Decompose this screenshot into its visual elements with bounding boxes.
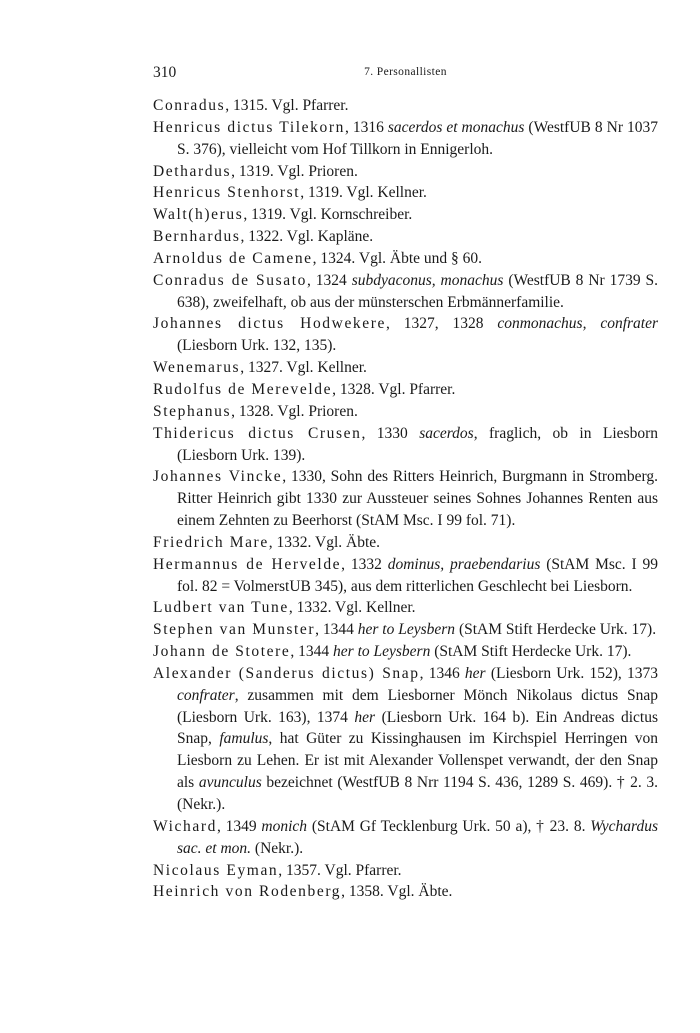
entry-name: Nicolaus Eyman	[153, 861, 279, 879]
entry-italic-term: confrater	[177, 686, 235, 704]
running-title: 7. Personallisten	[364, 66, 447, 78]
entry-text: , 1324	[307, 271, 352, 289]
entry-text: , fraglich, ob in Liesborn (Liesborn Urk. 139).	[177, 424, 658, 464]
list-item	[153, 226, 658, 248]
list-item	[153, 860, 658, 882]
entry-italic-term: conmonachus, confrater	[497, 315, 658, 333]
entry-text: (StAM Gf Tecklenburg Urk. 50 a), † 23. 8.	[307, 817, 591, 835]
entry-text: , 1319. Vgl. Kornschreiber.	[243, 206, 413, 224]
list-item	[153, 401, 658, 423]
entry-text: , 1324. Vgl. Äbte und § 60.	[312, 249, 483, 267]
entry-list	[153, 95, 658, 903]
entry-text: bezeichnet (WestfUB 8 Nrr 1194 S. 436, 1289 S. 469). † 2. 3. (Nekr.).	[177, 774, 658, 813]
entry-name: Henricus Stenhorst	[153, 184, 301, 202]
entry-italic-term: sacerdos et monachus	[387, 118, 525, 136]
list-item	[153, 597, 658, 619]
entry-text: (StAM Stift Herdecke Urk. 17).	[455, 621, 657, 639]
entry-name: Dethardus	[153, 162, 232, 180]
entry-text: (WestfUB 8 Nr 1739 S. 638), zweifelhaft, ob aus der münsterschen Erbmännerfamilie.	[177, 271, 658, 311]
list-item	[153, 117, 658, 161]
entry-italic-term: her to Leysbern	[357, 621, 456, 639]
entry-name: Stephen van Munster	[153, 621, 316, 639]
list-item	[153, 204, 658, 226]
list-item	[153, 619, 658, 641]
list-item	[153, 423, 658, 467]
list-item	[153, 881, 658, 903]
entry-text: (WestfUB 8 Nr 1037 S. 376), vielleicht vom Hof Tillkorn in Ennigerloh.	[177, 118, 658, 158]
entry-text: , 1332. Vgl. Äbte.	[268, 533, 381, 551]
entry-name: Alexander (Sanderus dictus) Snap	[153, 664, 420, 682]
entry-text: (Liesborn Urk. 152), 1373	[485, 664, 659, 682]
entry-italic-term: dominus, praebendarius	[387, 555, 541, 573]
entry-text: (StAM Msc. I 99 fol. 82 = VolmerstUB 345), aus dem ritterlichen Geschlecht bei Liesborn.	[177, 555, 658, 595]
entry-text: , 1330	[361, 424, 420, 442]
list-item	[153, 379, 658, 401]
list-item	[153, 95, 658, 117]
list-item	[153, 161, 658, 183]
entry-name: Johann de Stotere	[153, 643, 291, 661]
entry-name: Hermannus de Hervelde	[153, 555, 342, 573]
page-number: 310	[153, 64, 177, 81]
entry-italic-term: sacerdos	[419, 424, 474, 442]
list-item	[153, 182, 658, 204]
entry-italic-term: famulus	[219, 730, 269, 748]
list-item	[153, 357, 658, 379]
page-header	[153, 64, 658, 84]
list-item	[153, 313, 658, 357]
list-item	[153, 554, 658, 598]
list-item	[153, 466, 658, 532]
entry-text: , 1327, 1328	[386, 315, 498, 333]
entry-text: , 1315. Vgl. Pfarrer.	[225, 97, 349, 114]
entry-name: Thidericus dictus Crusen	[153, 424, 362, 442]
entry-name: Walt(h)erus	[153, 206, 244, 224]
entry-name: Conradus de Susato	[153, 271, 307, 289]
entry-text: , 1332. Vgl. Kellner.	[288, 599, 416, 617]
entry-text: , 1330, Sohn des Ritters Heinrich, Burgmann in Stromberg. Ritter Heinrich gibt 1330 zur Aussteuer seines Sohnes Johannes Renten aus einem Zehnten zu Beerhorst (StAM Msc. I 99 fol. 71).	[177, 468, 658, 530]
entry-text: (Nekr.).	[251, 839, 304, 857]
entry-name: Bernhardus	[153, 228, 241, 246]
entry-name: Ludbert van Tune	[153, 599, 289, 617]
entry-text: , 1319. Vgl. Prioren.	[231, 162, 358, 180]
entry-name: Stephanus	[153, 402, 232, 420]
list-item	[153, 663, 658, 816]
entry-name: Heinrich von Rodenberg	[153, 883, 342, 901]
entry-name: Conradus	[153, 97, 226, 114]
entry-italic-term: monich	[261, 817, 308, 835]
entry-text: , 1327. Vgl. Kellner.	[240, 359, 367, 377]
entry-name: Wenemarus	[153, 359, 241, 377]
entry-text: , zusammen mit dem Liesborner Mönch Nikolaus dictus Snap (Liesborn Urk. 163), 1374	[177, 686, 658, 726]
entry-name: Arnoldus de Camene	[153, 249, 313, 267]
entry-text: (StAM Stift Herdecke Urk. 17).	[430, 643, 632, 661]
entry-name: Wichard	[153, 817, 217, 835]
entry-italic-term: avunculus	[198, 774, 262, 792]
entry-text: , 1346	[419, 664, 465, 682]
list-item	[153, 641, 658, 663]
list-item	[153, 270, 658, 314]
entry-text: (Liesborn Urk. 132, 135).	[177, 337, 337, 355]
entry-text: , 1322. Vgl. Kapläne.	[240, 228, 374, 246]
list-item	[153, 816, 658, 860]
entry-text: , 1344	[290, 643, 334, 661]
entry-text: , 1328. Vgl. Prioren.	[231, 402, 358, 420]
entry-text: , hat Güter zu Kissinghausen im Kirchspiel Herringen von Liesborn zu Lehen. Er ist mit Alexander Vollenspet verwandt, der den Snap als	[177, 730, 659, 792]
entry-text: , 1319. Vgl. Kellner.	[300, 184, 427, 202]
entry-name: Rudolfus de Merevelde	[153, 380, 333, 398]
entry-text: , 1328. Vgl. Pfarrer.	[332, 380, 456, 398]
entry-text: , 1358. Vgl. Äbte.	[341, 883, 453, 901]
entry-name: Henricus dictus Tilekorn	[153, 118, 345, 136]
entry-text: , 1349	[216, 817, 262, 835]
entry-text: , 1344	[315, 621, 358, 639]
entry-italic-term: her	[354, 708, 376, 726]
entry-name: Johannes Vincke	[153, 468, 283, 486]
entry-text: (Liesborn Urk. 164 b). Ein Andreas dictus Snap,	[177, 708, 659, 748]
entry-name: Johannes dictus Hodwekere	[153, 315, 387, 333]
entry-italic-term: her	[464, 664, 486, 682]
entry-text: , 1332	[341, 555, 388, 573]
entry-italic-term: subdyaconus, monachus	[351, 271, 504, 289]
list-item	[153, 532, 658, 554]
entry-italic-term: her to Leysbern	[333, 643, 431, 661]
entry-text: , 1357. Vgl. Pfarrer.	[278, 861, 402, 879]
entry-name: Friedrich Mare	[153, 533, 269, 551]
entry-text: , 1316	[344, 118, 388, 136]
entry-italic-term: Wychardus sac. et mon.	[177, 817, 659, 857]
list-item	[153, 248, 658, 270]
